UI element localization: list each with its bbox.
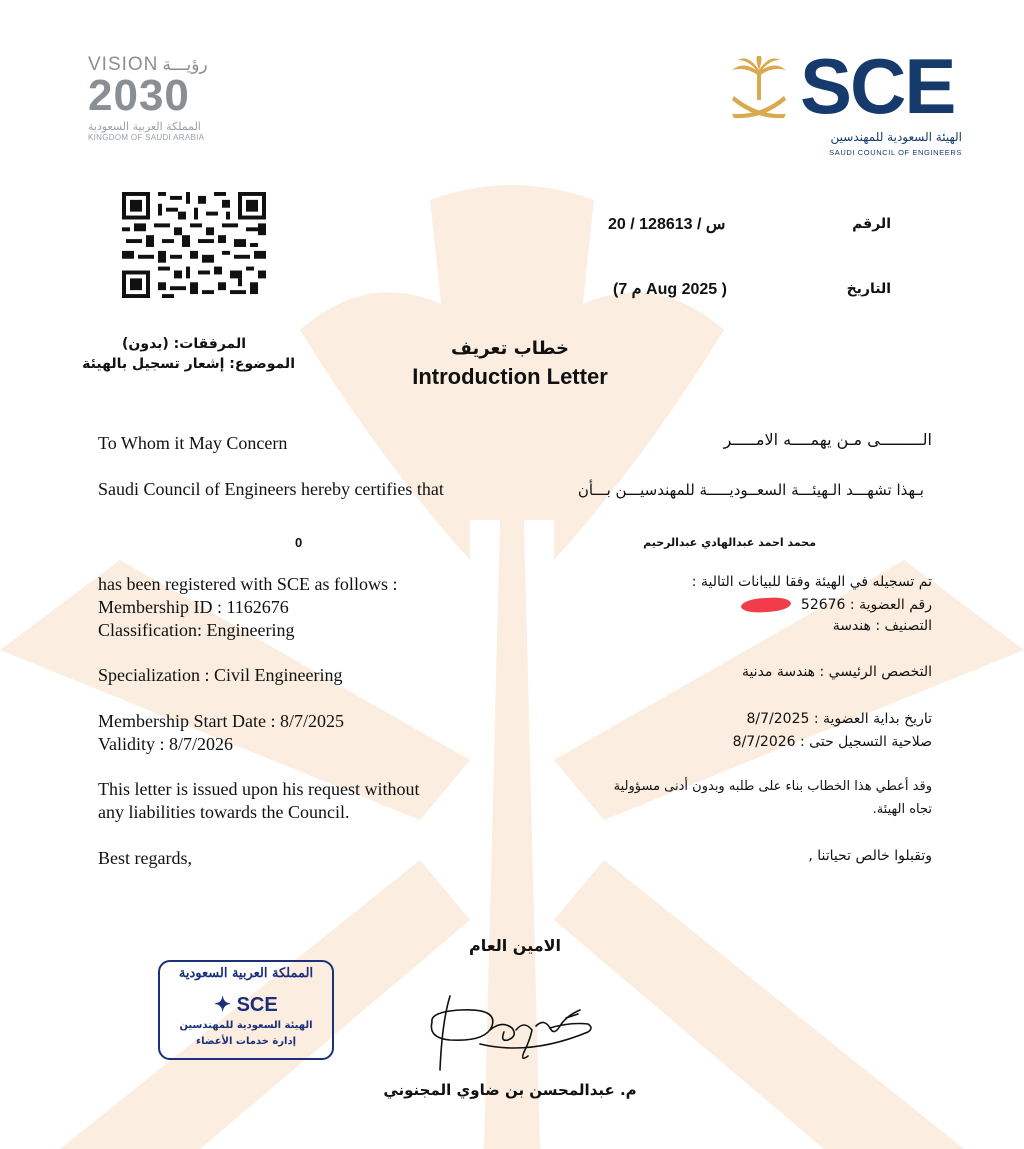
regards-ar: وتقبلوا خالص تحياتنا ,	[808, 848, 932, 864]
greeting-ar: الـــــــــى مـن يهمــــه الامـــــر	[723, 430, 932, 449]
redaction-mark	[741, 596, 792, 613]
title-ar: خطاب تعريف	[451, 338, 569, 359]
holder-name-en: 0	[295, 535, 303, 550]
signatory-role: الامين العام	[468, 936, 562, 955]
number-value: 20 / س / 128613	[608, 216, 726, 233]
registered-ar: تم تسجيله في الهيئة وفقا للبيانات التالية :	[691, 574, 932, 590]
greeting-en: To Whom it May Concern	[98, 433, 288, 453]
issued-line1-en: This letter is issued upon his request without	[98, 779, 420, 799]
certifies-en: Saudi Council of Engineers hereby certifies that	[98, 479, 444, 499]
stamp-line4: إدارة خدمات الأعضاء	[195, 1036, 296, 1047]
validity-en: Validity : 8/7/2026	[98, 734, 233, 754]
issued-line2-ar: تجاه الهيئة.	[872, 802, 932, 817]
stamp-line3: الهيئة السعودية للمهندسين	[179, 1020, 313, 1031]
stamp-emblem-icon: ✦	[214, 994, 232, 1016]
stamp-line2	[160, 992, 332, 1017]
official-stamp	[158, 960, 334, 1060]
palm-swords-icon	[728, 56, 790, 122]
sce-name-en: SAUDI COUNCIL OF ENGINEERS	[829, 148, 962, 157]
title-en: Introduction Letter	[412, 364, 608, 389]
classification-en: Classification: Engineering	[98, 620, 295, 640]
vision-word-ar: رؤيـــة	[162, 55, 208, 75]
start-date-ar: تاريخ بداية العضوية : 8/7/2025	[746, 711, 932, 727]
vision-year: 2030	[88, 71, 190, 120]
sce-name-ar: الهيئة السعودية للمهندسين	[830, 130, 962, 144]
membership-id-ar: رقم العضوية : 52676	[800, 597, 932, 613]
registered-en: has been registered with SCE as follows :	[98, 574, 398, 594]
signatory-name: م. عبدالمحسن بن ضاوي المجنوني	[383, 1081, 637, 1099]
number-label: الرقم	[852, 216, 891, 232]
stamp-line1: المملكة العربية السعودية	[178, 966, 314, 981]
vision-2030-logo	[88, 54, 248, 154]
subject: الموضوع: إشعار تسجيل بالهيئة	[82, 356, 295, 372]
date-label: التاريخ	[846, 281, 891, 297]
handwritten-signature	[420, 982, 600, 1074]
start-date-en: Membership Start Date : 8/7/2025	[98, 711, 344, 731]
qr-code	[122, 192, 266, 298]
vision-word: VISION	[88, 54, 159, 75]
regards-en: Best regards,	[98, 848, 192, 868]
membership-id-en: Membership ID : 1162676	[98, 597, 289, 617]
specialization-ar: التخصص الرئيسي : هندسة مدنية	[741, 664, 932, 680]
sce-acronym: SCE	[800, 42, 955, 130]
attachments: المرفقات: (بدون)	[122, 336, 246, 352]
kingdom-ar: المملكة العربية السعودية	[88, 120, 201, 133]
date-value: (م 7 Aug 2025 )	[613, 281, 727, 298]
classification-ar: التصنيف : هندسة	[832, 618, 932, 634]
specialization-en: Specialization : Civil Engineering	[98, 665, 343, 685]
certifies-ar: بـهذا تشهـــد الـهيئـــة السعــوديـــــة للمهندسيـــن بـــأن	[577, 481, 924, 499]
validity-ar: صلاحية التسجيل حتى : 8/7/2026	[732, 734, 932, 750]
kingdom-en: KINGDOM OF SAUDI ARABIA	[88, 133, 205, 142]
sce-logo	[728, 42, 968, 162]
holder-name-ar: محمد احمد عبدالهادي عبدالرحيم	[643, 536, 816, 549]
stamp-acronym: SCE	[236, 994, 278, 1016]
issued-line2-en: any liabilities towards the Council.	[98, 802, 350, 822]
issued-line1-ar: وقد أعطي هذا الخطاب بناء على طلبه وبدون أدنى مسؤولية	[613, 779, 932, 794]
